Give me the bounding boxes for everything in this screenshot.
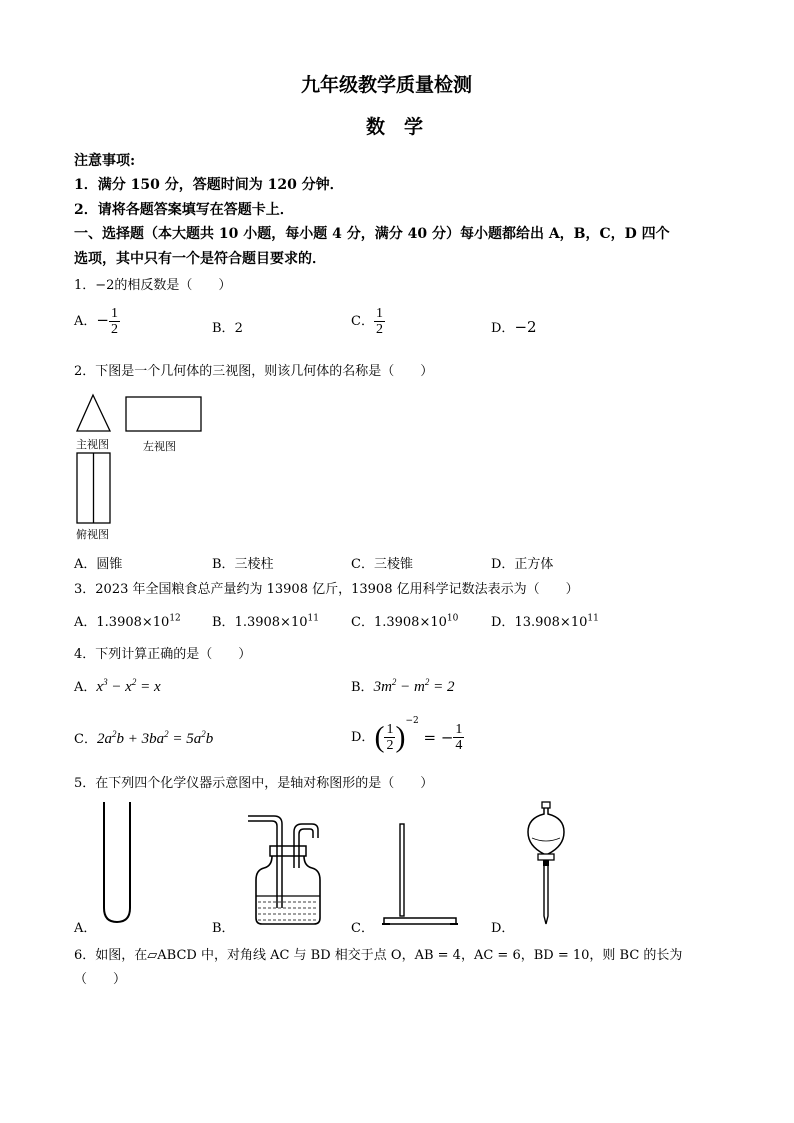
q4-d-label: D． — [351, 730, 375, 745]
left-view-label: 左视图 — [143, 440, 176, 453]
q4-d-fraction — [384, 722, 395, 753]
q4-c-term3: = 5a — [168, 731, 202, 747]
q5-option-c: C． — [351, 921, 374, 936]
q1-option-c-label: C． — [351, 314, 374, 329]
notes-heading: 注意事项: — [74, 153, 136, 169]
q1-c-den: 2 — [375, 322, 383, 337]
q1-stem: 1．−2的相反数是（ ） — [74, 278, 232, 293]
q1-option-b-value: 2 — [234, 321, 243, 336]
q6-stem-line2: （ ） — [74, 972, 127, 987]
q3-a-label: A． — [74, 615, 97, 630]
q4-option-c — [74, 728, 213, 748]
gas-washing-bottle-figure — [242, 808, 324, 928]
q4-a-term2: − x — [107, 679, 132, 695]
front-view-triangle — [77, 395, 110, 431]
q4-a-term3: = x — [136, 679, 161, 695]
q6-stem-line1: 6．如图，在▱ABCD 中，对角线 AC 与 BD 相交于点 O，AB = 4，AC = 6，BD = 10，则 BC 的长为 — [74, 948, 683, 963]
q5-stem: 5．在下列四个化学仪器示意图中，是轴对称图形的是（ ） — [74, 776, 434, 791]
q4-c-term1: 2a — [96, 731, 112, 747]
test-tube-figure — [100, 800, 134, 926]
q1-option-b-label: B． — [212, 321, 235, 336]
separatory-funnel-figure — [522, 800, 572, 928]
q4-c-term4: b — [205, 731, 214, 747]
q4-b-term2: − m — [396, 679, 425, 695]
q4-option-d — [351, 716, 464, 755]
q3-a-base: 1.3908×10 — [96, 615, 170, 630]
section-heading-line2: 选项，其中只有一个是符合题目要求的． — [74, 251, 326, 267]
q1-option-b — [212, 317, 243, 336]
q5-option-b: B． — [212, 921, 235, 936]
q4-stem: 4．下列计算正确的是（ ） — [74, 647, 252, 662]
q3-b-base: 1.3908×10 — [234, 615, 308, 630]
q4-c-term2: b + 3ba — [116, 731, 165, 747]
q3-c-base: 1.3908×10 — [373, 615, 447, 630]
q4-b-label: B． — [351, 680, 374, 695]
q4-b-term3: = 2 — [429, 679, 455, 695]
q3-b-label: B． — [212, 615, 235, 630]
q1-option-c-fraction — [374, 306, 385, 337]
q1-option-a-fraction — [109, 306, 120, 337]
q4-d-den: 2 — [386, 738, 394, 753]
q4-a-exp2: 2 — [131, 677, 137, 687]
q3-d-label: D． — [491, 615, 515, 630]
q4-c-exp1: 2 — [111, 729, 117, 739]
q4-c-exp2: 2 — [164, 729, 169, 739]
q4-b-term1: 3m — [373, 679, 392, 695]
q4-d-result-fraction — [453, 722, 464, 753]
q3-stem: 3．2023 年全国粮食总产量约为 13908 亿斤，13908 亿用科学记数法表示为（ ） — [74, 582, 579, 597]
q3-a-exp: 12 — [169, 613, 181, 624]
q1-option-d-label: D． — [491, 321, 515, 336]
q2-option-a: A．圆锥 — [74, 557, 123, 572]
q1-option-a — [74, 306, 120, 337]
q3-option-c — [351, 611, 458, 630]
q5-option-d: D． — [491, 921, 515, 936]
q4-d-result-den: 4 — [455, 738, 463, 753]
q3-d-base: 13.908×10 — [514, 615, 588, 630]
q4-a-term1: x — [96, 679, 104, 695]
q4-c-label: C． — [74, 732, 97, 747]
q1-option-a-label: A． — [74, 314, 97, 329]
q4-a-label: A． — [74, 680, 97, 695]
section-heading-line1: 一、选择题（本大题共 10 小题，每小题 4 分，满分 40 分）每小题都给出 A，B，C，D 四个 — [74, 226, 670, 242]
iron-stand-figure — [380, 822, 460, 928]
q1-a-num: 1 — [110, 306, 118, 321]
q3-c-exp: 10 — [446, 613, 459, 624]
q4-d-num: 1 — [386, 722, 394, 737]
q1-option-d — [491, 317, 537, 336]
q5-option-a: A． — [74, 921, 97, 936]
q3-d-exp: 11 — [587, 613, 599, 624]
q3-c-label: C． — [351, 615, 374, 630]
q4-d-exp: −2 — [405, 716, 419, 726]
q4-d-right-paren: ) — [395, 720, 406, 754]
q1-option-d-value: −2 — [514, 318, 537, 336]
q4-option-a — [74, 676, 161, 696]
q1-a-den: 2 — [110, 322, 118, 337]
q3-option-a — [74, 611, 181, 630]
subject-title: 数 学 — [366, 116, 424, 138]
front-view-label: 主视图 — [76, 438, 109, 451]
q3-b-exp: 11 — [307, 613, 319, 624]
three-view-figure — [74, 392, 214, 542]
q4-d-result-num: 1 — [455, 722, 463, 737]
note-item-1: 1．满分 150 分，答题时间为 120 分钟． — [74, 177, 344, 193]
q2-option-b: B．三棱柱 — [212, 557, 274, 572]
q2-option-d: D．正方体 — [491, 557, 554, 572]
left-view-rectangle — [126, 397, 201, 431]
q4-b-exp1: 2 — [391, 677, 397, 687]
q3-option-b — [212, 611, 319, 630]
q3-option-d — [491, 611, 599, 630]
q4-b-exp2: 2 — [424, 677, 430, 687]
q1-c-num: 1 — [375, 306, 383, 321]
note-item-2: 2．请将各题答案填写在答题卡上． — [74, 202, 294, 218]
q4-d-left-paren: ( — [374, 720, 385, 754]
q2-stem: 2．下图是一个几何体的三视图，则该几何体的名称是（ ） — [74, 364, 434, 379]
q4-c-exp3: 2 — [201, 729, 206, 739]
top-view-label: 俯视图 — [76, 528, 109, 541]
q4-option-b — [351, 676, 455, 696]
q4-a-exp1: 3 — [103, 677, 108, 687]
q2-option-c: C．三棱锥 — [351, 557, 413, 572]
q4-d-equals: = − — [418, 728, 454, 747]
exam-title: 九年级教学质量检测 — [301, 74, 473, 96]
q1-option-c — [351, 306, 385, 337]
q1-option-a-sign: − — [96, 311, 109, 329]
